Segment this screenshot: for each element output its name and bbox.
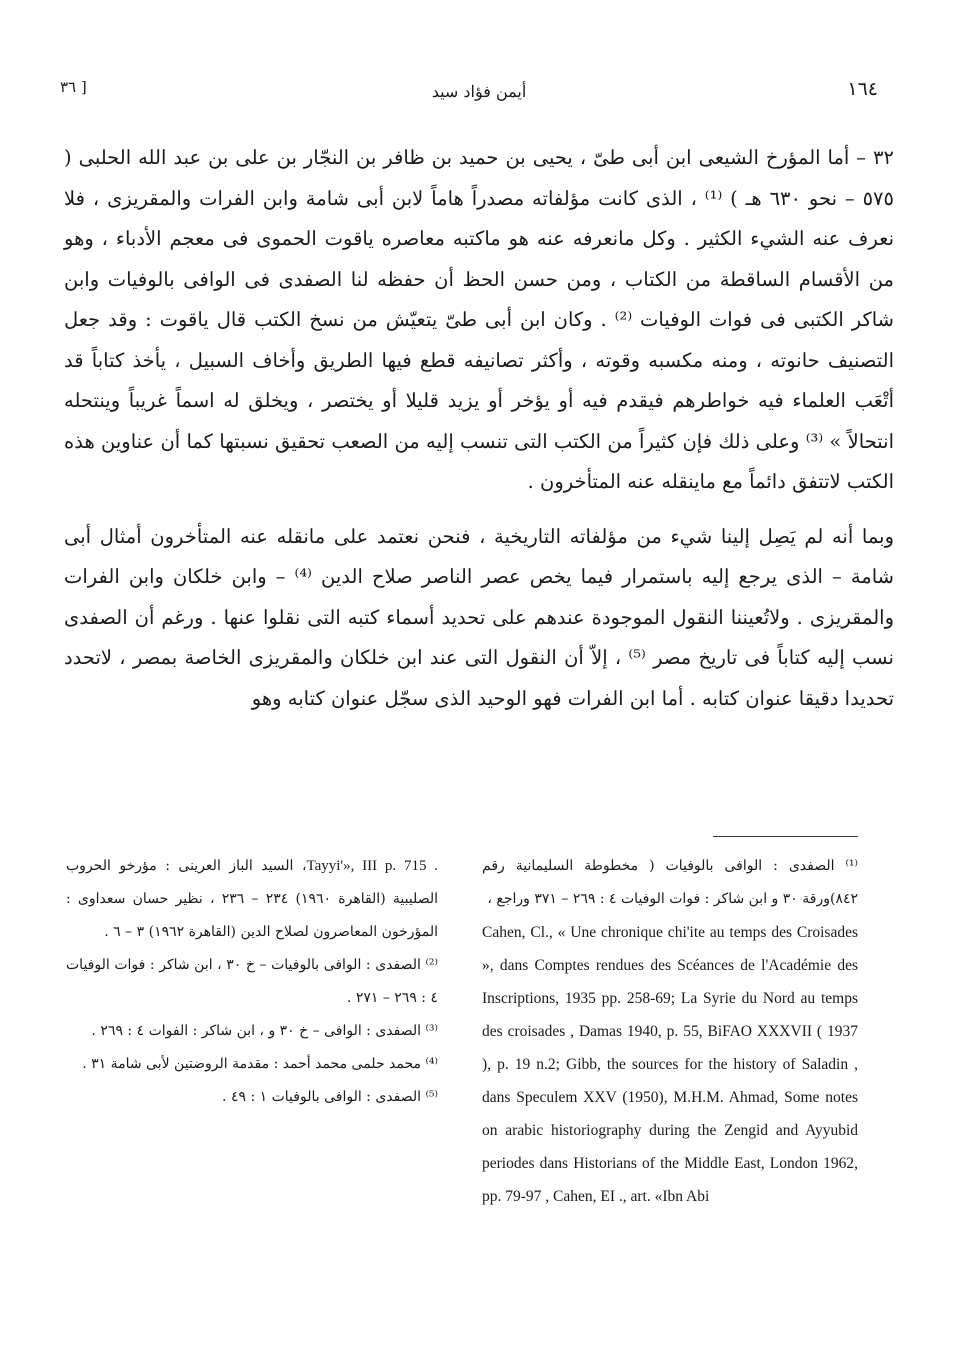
footnote-4: ⁽⁴⁾ محمد حلمى محمد أحمد : مقدمة الروضتين لأبى شامة ٣١ . — [82, 1056, 438, 1072]
running-title: أيمن فؤاد سيد — [431, 82, 527, 101]
footnote-1-cont-latin: Tayyi'», III p. 715 . — [306, 858, 438, 874]
footnote-1-cont-arabic: السيد الباز العرينى : مؤرخو الحروب الصليبية (القاهرة ١٩٦٠) ٢٣٤ – ٢٣٦ ، نظير حسان سعداوى : المؤرخون المعاصرون لصلاح الدين (القاهرة ١٩٦٢) ٣ – ٦ . — [66, 858, 438, 940]
footnote-2: ⁽²⁾ الصفدى : الوافى بالوفيات – خ ٣٠ ، ابن شاكر : فوات الوفيات ٤ : ٢٦٩ – ٢٧١ . — [66, 957, 438, 1006]
footnote-1-arabic: ⁽¹⁾ الصفدى : الوافى بالوفيات ( مخطوطة السليمانية رقم ٨٤٢)ورقة ٣٠ و ابن شاكر : فوات الوفيات ٤ : ٢٦٩ – ٣٧١ وراجع ، — [482, 858, 858, 907]
footnote-3: ⁽³⁾ الصفدى : الوافى – خ ٣٠ و ، ابن شاكر : الفوات ٤ : ٢٦٩ . — [91, 1023, 438, 1039]
footnote-5: ⁽⁵⁾ الصفدى : الوافى بالوفيات ١ : ٤٩ . — [222, 1089, 438, 1105]
paragraph-2: وبما أنه لم يَصِل إلينا شيء من مؤلفاته التاريخية ، فنحن نعتمد على مانقله عنه المتأخرون أمثال أبى شامة – الذى يرجع إليه باستمرار فيما يخص عصر الناصر صلاح الدين ⁽⁴⁾ – وابن خلكان وابن الفرات والمقريزى . ولاتُعيننا النقول الموجودة عندهم على تحديد أسماء كتبه التى نقلوا عنها . ورغم أن الصفدى نسب إليه كتاباً فى تاريخ مصر ⁽⁵⁾ ، إلاّ أن النقول التى عند ابن خلكان والمقريزى الخاصة بمصر ، لاتحدد تحديدا دقيقا عنوان كتابه . أما ابن الفرات فهو الوحيد الذى سجّل عنوان كتابه وهو — [64, 524, 894, 710]
issue-reference: [ ٣٦ — [60, 78, 87, 96]
footnote-separator — [713, 836, 858, 837]
main-text — [64, 138, 894, 719]
footnotes-left-column — [66, 850, 438, 1114]
page-number: ١٦٤ — [847, 78, 878, 100]
footnote-1-latin: Cahen, Cl., « Une chronique chi'ite au temps des Croisades », dans Comptes rendues des Scéances de l'Académie des Inscriptions, 1935 pp. 258-69; La Syrie du Nord au temps des croisades , Damas 1940, p. 55, BiFAO XXXVII ( 1937 ), p. 19 n.2; Gibb, the sources for the history of Saladin , dans Speculem XXV (1950), M.H.M. Ahmad, Some notes on arabic historiography during the Zengid and Ayyubid periodes dans Historians of the Middle East, London 1962, pp. 79-97 , Cahen, EI ., art. «Ibn Abi — [482, 924, 858, 1205]
footnotes-right-column — [482, 850, 858, 1213]
footnote-1-continuation: Tayyi'», III p. 715 .، السيد الباز العرينى : مؤرخو الحروب الصليبية (القاهرة ١٩٦٠) ٢٣٤ – ٢٣٦ ، نظير حسان سعداوى : المؤرخون المعاصرون لصلاح الدين (القاهرة ١٩٦٢) ٣ – ٦ . — [66, 858, 438, 940]
paragraph-1: ٣٢ – أما المؤرخ الشيعى ابن أبى طىّ ، يحيى بن حميد بن ظافر بن النجّار بن على بن عبد الله الحلبى ( ٥٧٥ – نحو ٦٣٠ هـ ) ⁽¹⁾ ، الذى كانت مؤلفاته مصدراً هاماً لابن أبى شامة وابن الفرات والمقريزى ، فلا نعرف عنه الشيء الكثير . وكل مانعرفه عنه هو ماكتبه معاصره ياقوت الحموى فى معجم الأدباء ، وهو من الأقسام الساقطة من الكتاب ، ومن حسن الحظ أن حفظه لنا الصفدى فى الوافى بالوفيات وابن شاكر الكتبى فى فوات الوفيات ⁽²⁾ . وكان ابن أبى طىّ يتعيّش من نسخ الكتب قال ياقوت : وقد جعل التصنيف حانوته ، ومنه مكسبه وقوته ، وأكثر تصانيفه قطع فيها الطريق وأخاف السبيل ، يأخذ كتاباً قد أتْعَب العلماء فيه خواطرهم فيقدم فيه أو يؤخر أو يزيد قليلا أو يختصر ، ويخلق له اسماً غريباً وينتحله انتحالاً » ⁽³⁾ وعلى ذلك فإن كثيراً من الكتب التى تنسب إليه من الصعب تحقيق نسبتها كما أن عناوين هذه الكتب لاتتفق دائماً مع ماينقله عنه المتأخرون . — [64, 146, 895, 493]
